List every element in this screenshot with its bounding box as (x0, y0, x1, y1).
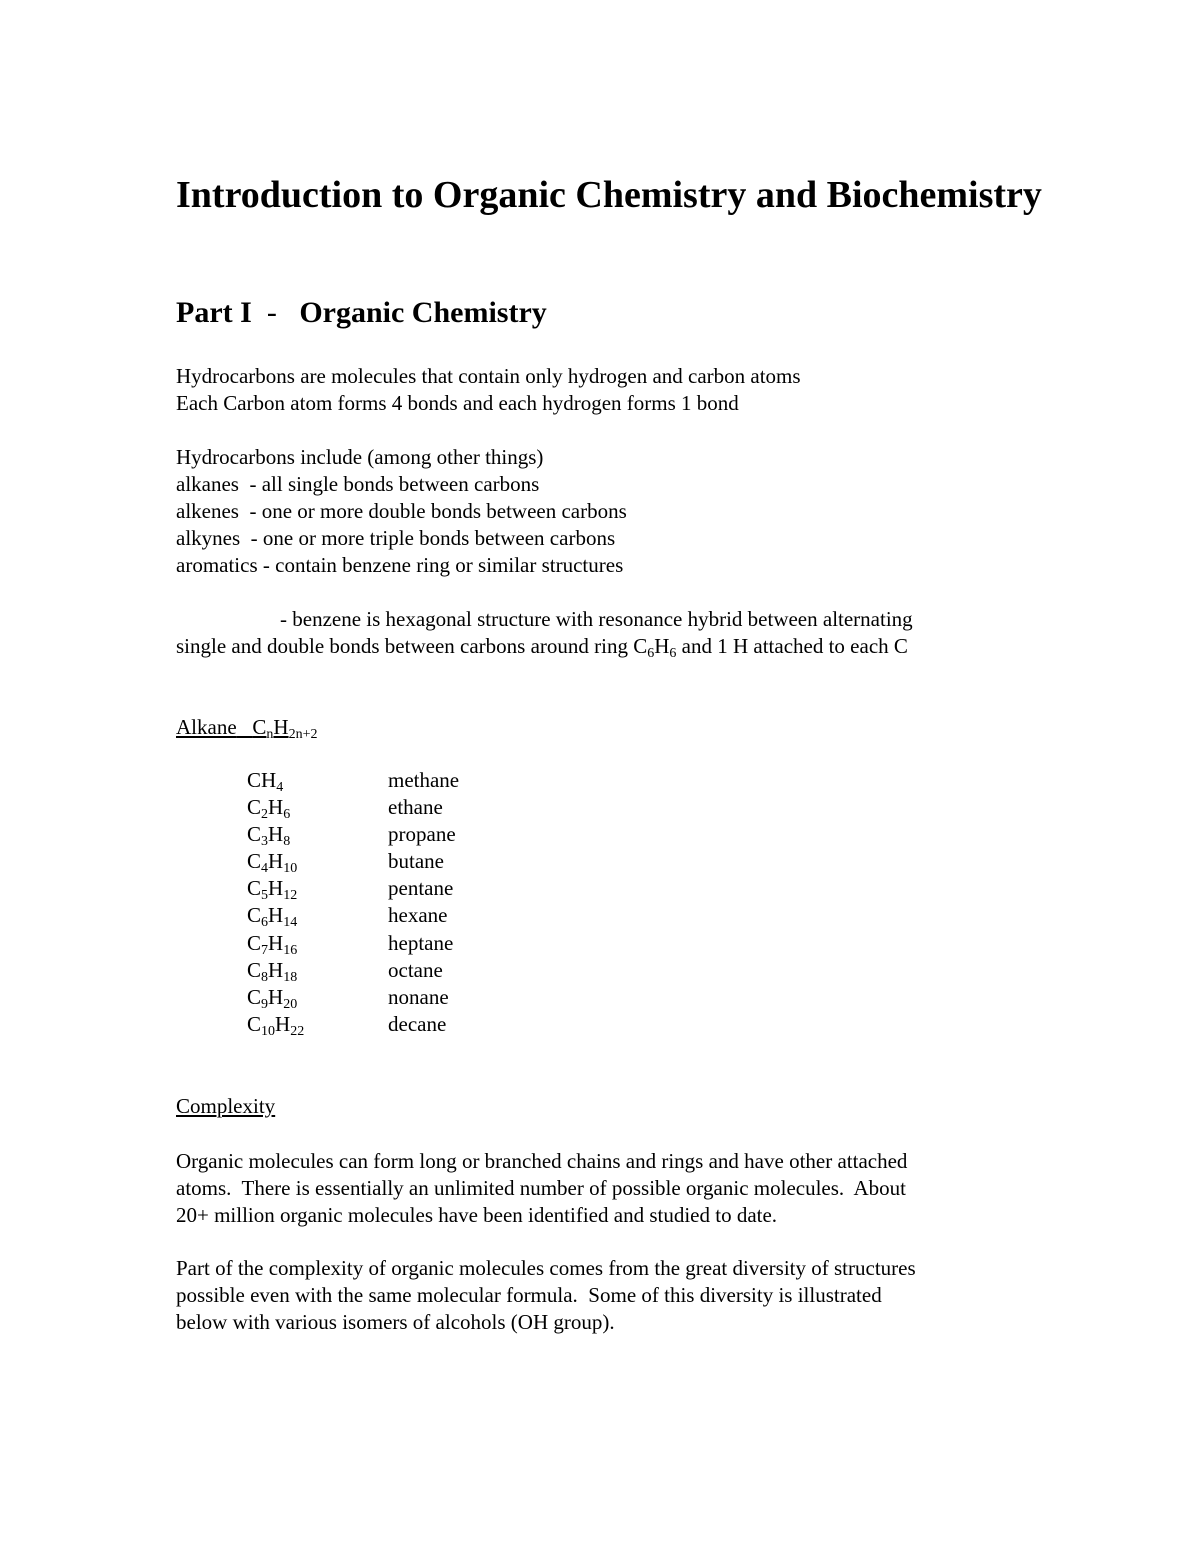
alkane-name: hexane (388, 903, 448, 928)
alkane-name: propane (388, 822, 456, 847)
page-title: Introduction to Organic Chemistry and Biochemistry (176, 174, 1042, 216)
benzene-line-1: - benzene is hexagonal structure with resonance hybrid between alternating (280, 607, 913, 631)
alkane-heading: Alkane $C_nH_{2n+2}$ (176, 715, 318, 742)
complexity-paragraph-2: Part of the complexity of organic molecules comes from the great diversity of structures possible even with the same molecular formula. Some of this diversity is illustrated below with various isomers of alcohols (OH group). (176, 1256, 916, 1334)
alkane-name: nonane (388, 984, 449, 1009)
alkane-name: butane (388, 849, 444, 874)
type-alkenes: alkenes - one or more double bonds between carbons (176, 499, 627, 523)
part-heading (176, 293, 547, 333)
alkane-name: heptane (388, 930, 454, 955)
part-name: Organic Chemistry (299, 296, 547, 329)
types-heading: Hydrocarbons include (among other things) (176, 445, 544, 469)
complexity-paragraph-1: Organic molecules can form long or branched chains and rings and have other attached atoms. There is essentially an unlimited number of possible organic molecules. About 20+ million organic molecules have been identified and studied to date. (176, 1149, 908, 1227)
alkane-name: methane (388, 768, 460, 792)
molecular-formula: $CH_4$ (247, 768, 284, 795)
alkane-name: decane (388, 1011, 447, 1036)
type-alkynes: alkynes - one or more triple bonds between carbons (176, 526, 616, 550)
molecular-formula: $C_6H_{14}$ (247, 903, 298, 931)
alkane-name: pentane (388, 876, 454, 901)
type-aromatics: aromatics - contain benzene ring or similar structures (176, 553, 624, 577)
molecular-formula: $C_3H_8$ (247, 822, 291, 850)
molecular-formula: $C_4H_{10}$ (247, 849, 298, 877)
molecular-formula: $C_2H_6$ (247, 795, 291, 823)
part-dash: - (266, 296, 277, 329)
alkane-general-formula: $C_nH_{2n+2}$ (252, 715, 318, 742)
molecular-formula: $C_5H_{12}$ (247, 876, 298, 904)
type-alkanes: alkanes - all single bonds between carbons (176, 472, 540, 496)
complexity-heading: Complexity (176, 1094, 276, 1118)
molecular-formula: $C_7H_{16}$ (247, 930, 298, 958)
part-label: Part I (176, 296, 252, 329)
molecular-formula: $C_9H_{20}$ (247, 984, 298, 1012)
alkane-name: ethane (388, 795, 443, 820)
intro-line-2: Each Carbon atom forms 4 bonds and each hydrogen forms 1 bond (176, 391, 739, 415)
molecular-formula: $C_8H_{18}$ (247, 957, 298, 985)
alkane-name: octane (388, 957, 443, 982)
molecular-formula: $C_{10}H_{22}$ (247, 1011, 305, 1039)
intro-line-1: Hydrocarbons are molecules that contain only hydrogen and carbon atoms (176, 364, 801, 388)
benzene-line-2: single and double bonds between carbons around ring $C_6H_6$ and 1 H attached to each C (176, 634, 908, 661)
